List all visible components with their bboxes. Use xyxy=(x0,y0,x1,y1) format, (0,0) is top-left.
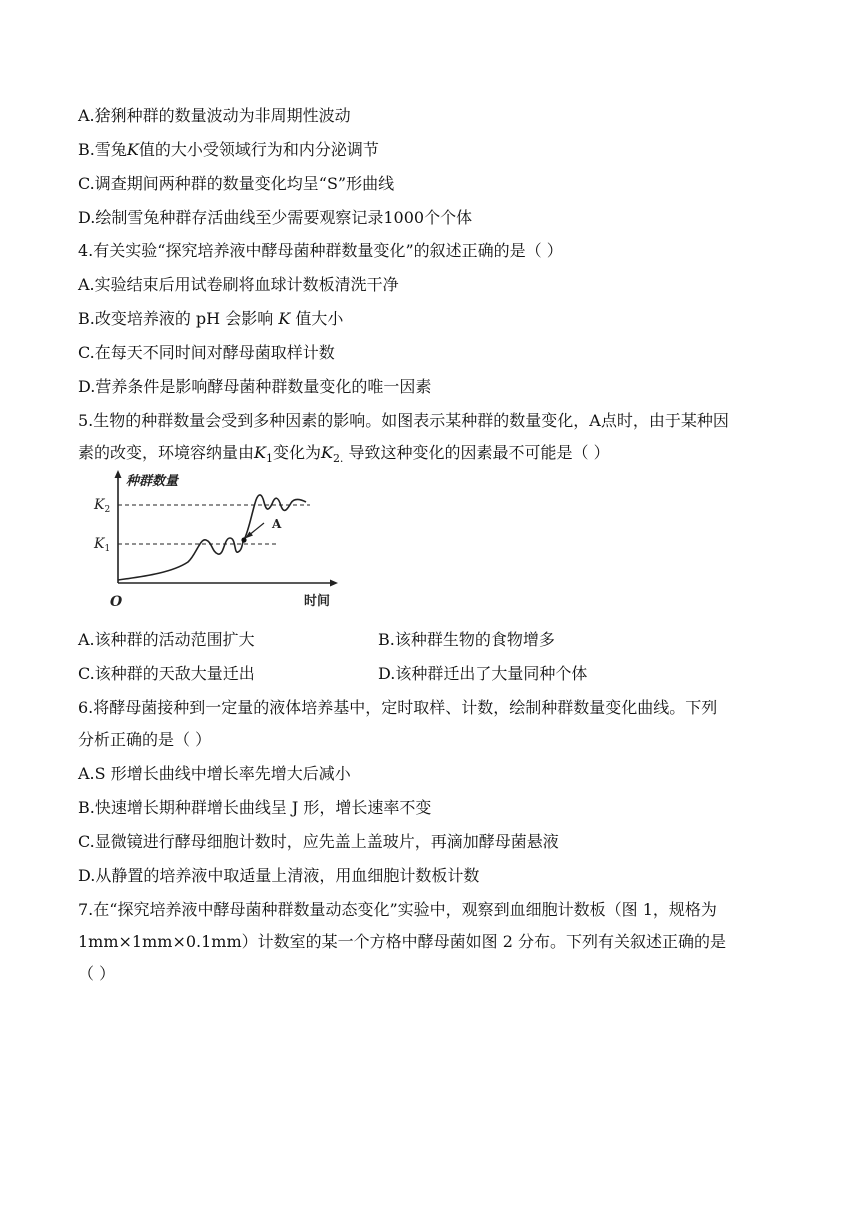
q6-stem-line1: 6.将酵母菌接种到一定量的液体培养基中，定时取样、计数，绘制种群数量变化曲线。下列 xyxy=(78,698,718,717)
q6-option-b: B.快速增长期种群增长曲线呈 J 形，增长速率不变 xyxy=(78,798,432,817)
q6-option-c: C.显微镜进行酵母细胞计数时，应先盖上盖玻片，再滴加酵母菌悬液 xyxy=(78,832,559,851)
k1-label: $K_1$ xyxy=(94,536,111,554)
population-chart xyxy=(88,468,348,618)
q6-option-a: A.S 形增长曲线中增长率先增大后减小 xyxy=(78,764,351,783)
q3-option-a: A.猞猁种群的数量波动为非周期性波动 xyxy=(78,106,351,125)
q4-option-c: C.在每天不同时间对酵母菌取样计数 xyxy=(78,343,335,362)
q4-stem: 4.有关实验“探究培养液中酵母菌种群数量变化”的叙述正确的是（ ） xyxy=(78,241,563,260)
x-axis-label: 时间 xyxy=(304,594,331,609)
q5-stem-line1: 5.生物的种群数量会受到多种因素的影响。如图表示某种群的数量变化，A点时，由于某种因 xyxy=(78,411,729,430)
q7-stem-line1: 7.在“探究培养液中酵母菌种群数量动态变化”实验中，观察到血细胞计数板（图 1，规格为 xyxy=(78,900,717,919)
q6-option-d: D.从静置的培养液中取适量上清液，用血细胞计数板计数 xyxy=(78,866,480,885)
y-axis-arrow xyxy=(115,470,122,478)
q3-option-c: C.调查期间两种群的数量变化均呈“S”形曲线 xyxy=(78,174,395,193)
q5-option-b: B.该种群生物的食物增多 xyxy=(378,630,555,649)
origin-label: O xyxy=(110,594,123,610)
q7-stem-line2: 1mm×1mm×0.1mm）计数室的某一个方格中酵母菌如图 2 分布。下列有关叙述正确的是 xyxy=(78,932,727,951)
q5-option-c: C.该种群的天敌大量迁出 xyxy=(78,664,255,683)
k2-label: $K_2$ xyxy=(94,497,111,515)
q7-stem-line3: （ ） xyxy=(78,964,116,983)
q3-option-d: D.绘制雪兔种群存活曲线至少需要观察记录1000个个体 xyxy=(78,208,473,227)
q4-option-d: D.营养条件是影响酵母菌种群数量变化的唯一因素 xyxy=(78,377,432,396)
x-axis-arrow xyxy=(330,580,338,587)
q4-option-a: A.实验结束后用试卷刷将血球计数板清洗干净 xyxy=(78,275,399,294)
q4-option-b: B.改变培养液的 pH 会影响 K 值大小 xyxy=(78,309,344,328)
q5-stem-line2: 素的改变，环境容纳量由$K_1$变化为$K_{2.}$ 导致这种变化的因素最不可能是（ ） xyxy=(78,443,610,466)
population-curve xyxy=(118,495,306,580)
q6-stem-line2: 分析正确的是（ ） xyxy=(78,730,212,749)
q5-option-d: D.该种群迁出了大量同种个体 xyxy=(378,664,588,683)
q3-option-b: B.雪兔K值的大小受领域行为和内分泌调节 xyxy=(78,140,379,159)
point-a-label: A xyxy=(272,517,282,531)
q5-option-a: A.该种群的活动范围扩大 xyxy=(78,630,255,649)
y-axis-label: 种群数量 xyxy=(126,474,179,489)
